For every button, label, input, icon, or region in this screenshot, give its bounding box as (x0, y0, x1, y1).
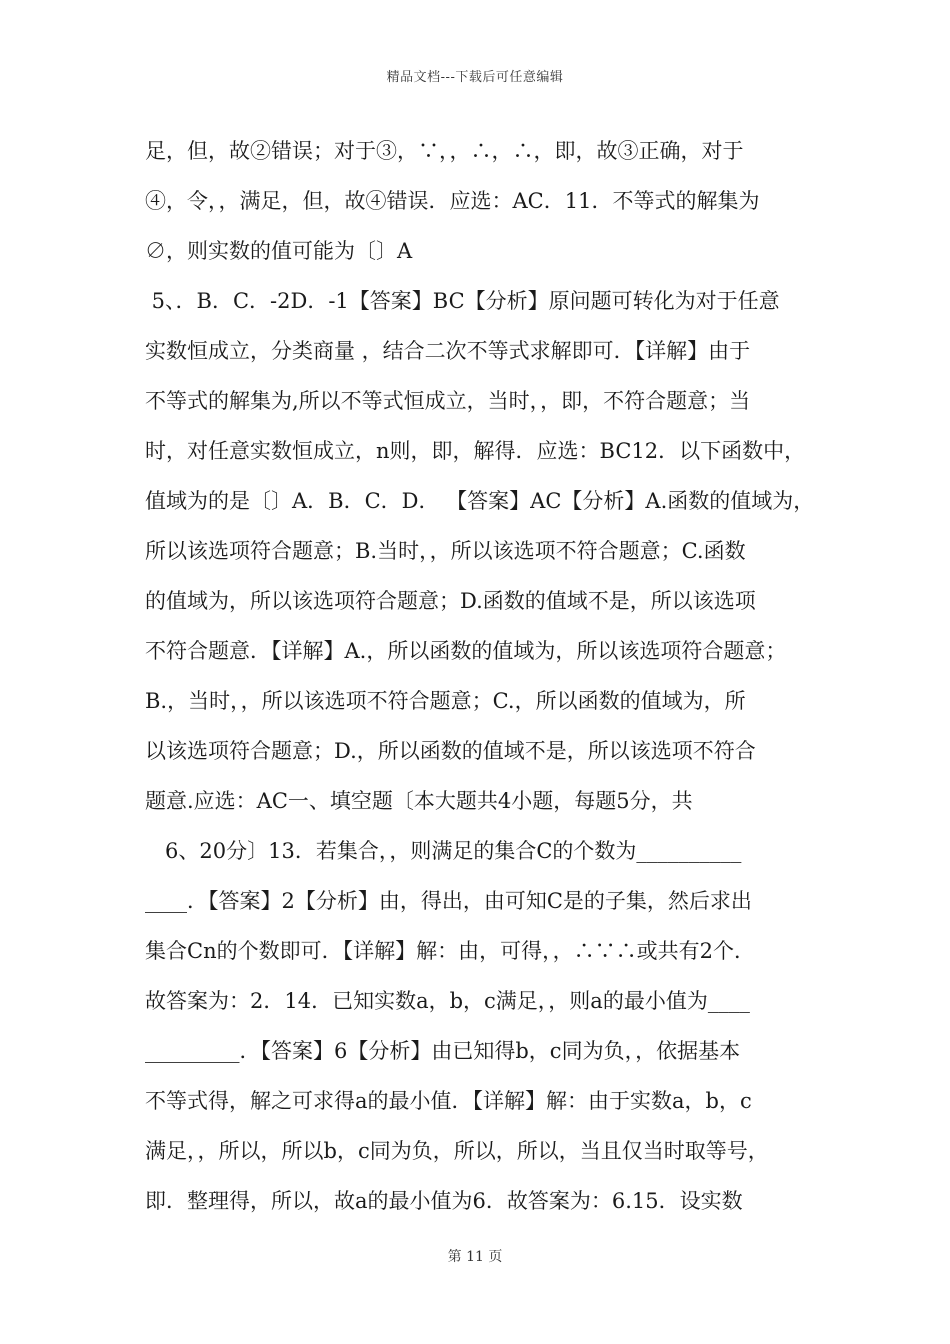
text-line: ____．【答案】2【分析】由，得出，由可知C是的子集，然后求出 (145, 889, 752, 913)
text-line: 实数恒成立，分类商量 ，结合二次不等式求解即可．【详解】由于 (145, 339, 751, 363)
text-line: 题意.应选：AC一、填空题〔本大题共4小题，每题5分，共 (145, 789, 693, 813)
text-line: 满足，，所以，所以b，c同为负，所以，所以，当且仅当时取等号， (145, 1139, 769, 1163)
page-number: 第 11 页 (447, 1249, 503, 1265)
text-line: _________．【答案】6【分析】由已知得b，c同为负，，依据基本 (145, 1039, 741, 1063)
page-header: 精品文档---下载后可任意编辑 (386, 70, 564, 85)
text-line: ④，令，，满足，但，故④错误．应选：AC．11．不等式的解集为 (145, 189, 760, 213)
body-text (145, 126, 815, 1226)
text-line: 6、20分〕13．若集合，，则满足的集合C的个数为__________ (145, 839, 742, 863)
text-line: 的值域为，所以该选项符合题意；D.函数的值域不是，所以该选项 (145, 589, 756, 613)
text-line: 集合Cn的个数即可．【详解】解：由，可得，，∴∵∴或共有2个． (145, 939, 755, 963)
text-line: 所以该选项符合题意；B.当时，，所以该选项不符合题意；C.函数 (145, 539, 746, 563)
text-line: ∅，则实数的值可能为〔〕A (145, 239, 413, 263)
text-line: 不等式的解集为,所以不等式恒成立，当时，，即，不符合题意；当 (145, 389, 751, 413)
text-line: 时，对任意实数恒成立，n则，即，解得．应选：BC12．以下函数中， (145, 439, 806, 463)
text-line: 不等式得，解之可求得a的最小值．【详解】解：由于实数a，b，c (145, 1089, 752, 1113)
text-line: 故答案为：2．14．已知实数a，b，c满足，，则a的最小值为____ (145, 989, 750, 1013)
text-line: 足，但，故②错误；对于③，∵，，∴，∴，即，故③正确，对于 (145, 139, 744, 163)
text-line: 值域为的是〔〕A．B．C．D． 【答案】AC【分析】A.函数的值域为， (145, 489, 815, 513)
text-line: 不符合题意．【详解】A.，所以函数的值域为，所以该选项符合题意； (145, 639, 787, 663)
text-line: 5、．B．C．-2D．-1【答案】BC【分析】原问题可转化为对于任意 (145, 289, 780, 313)
text-line: B.，当时，，所以该选项不符合题意；C.，所以函数的值域为，所 (145, 689, 746, 713)
text-line: 以该选项符合题意；D.，所以函数的值域不是，所以该选项不符合 (145, 739, 756, 763)
text-line: 即．整理得，所以，故a的最小值为6．故答案为：6.15．设实数 (145, 1189, 743, 1213)
